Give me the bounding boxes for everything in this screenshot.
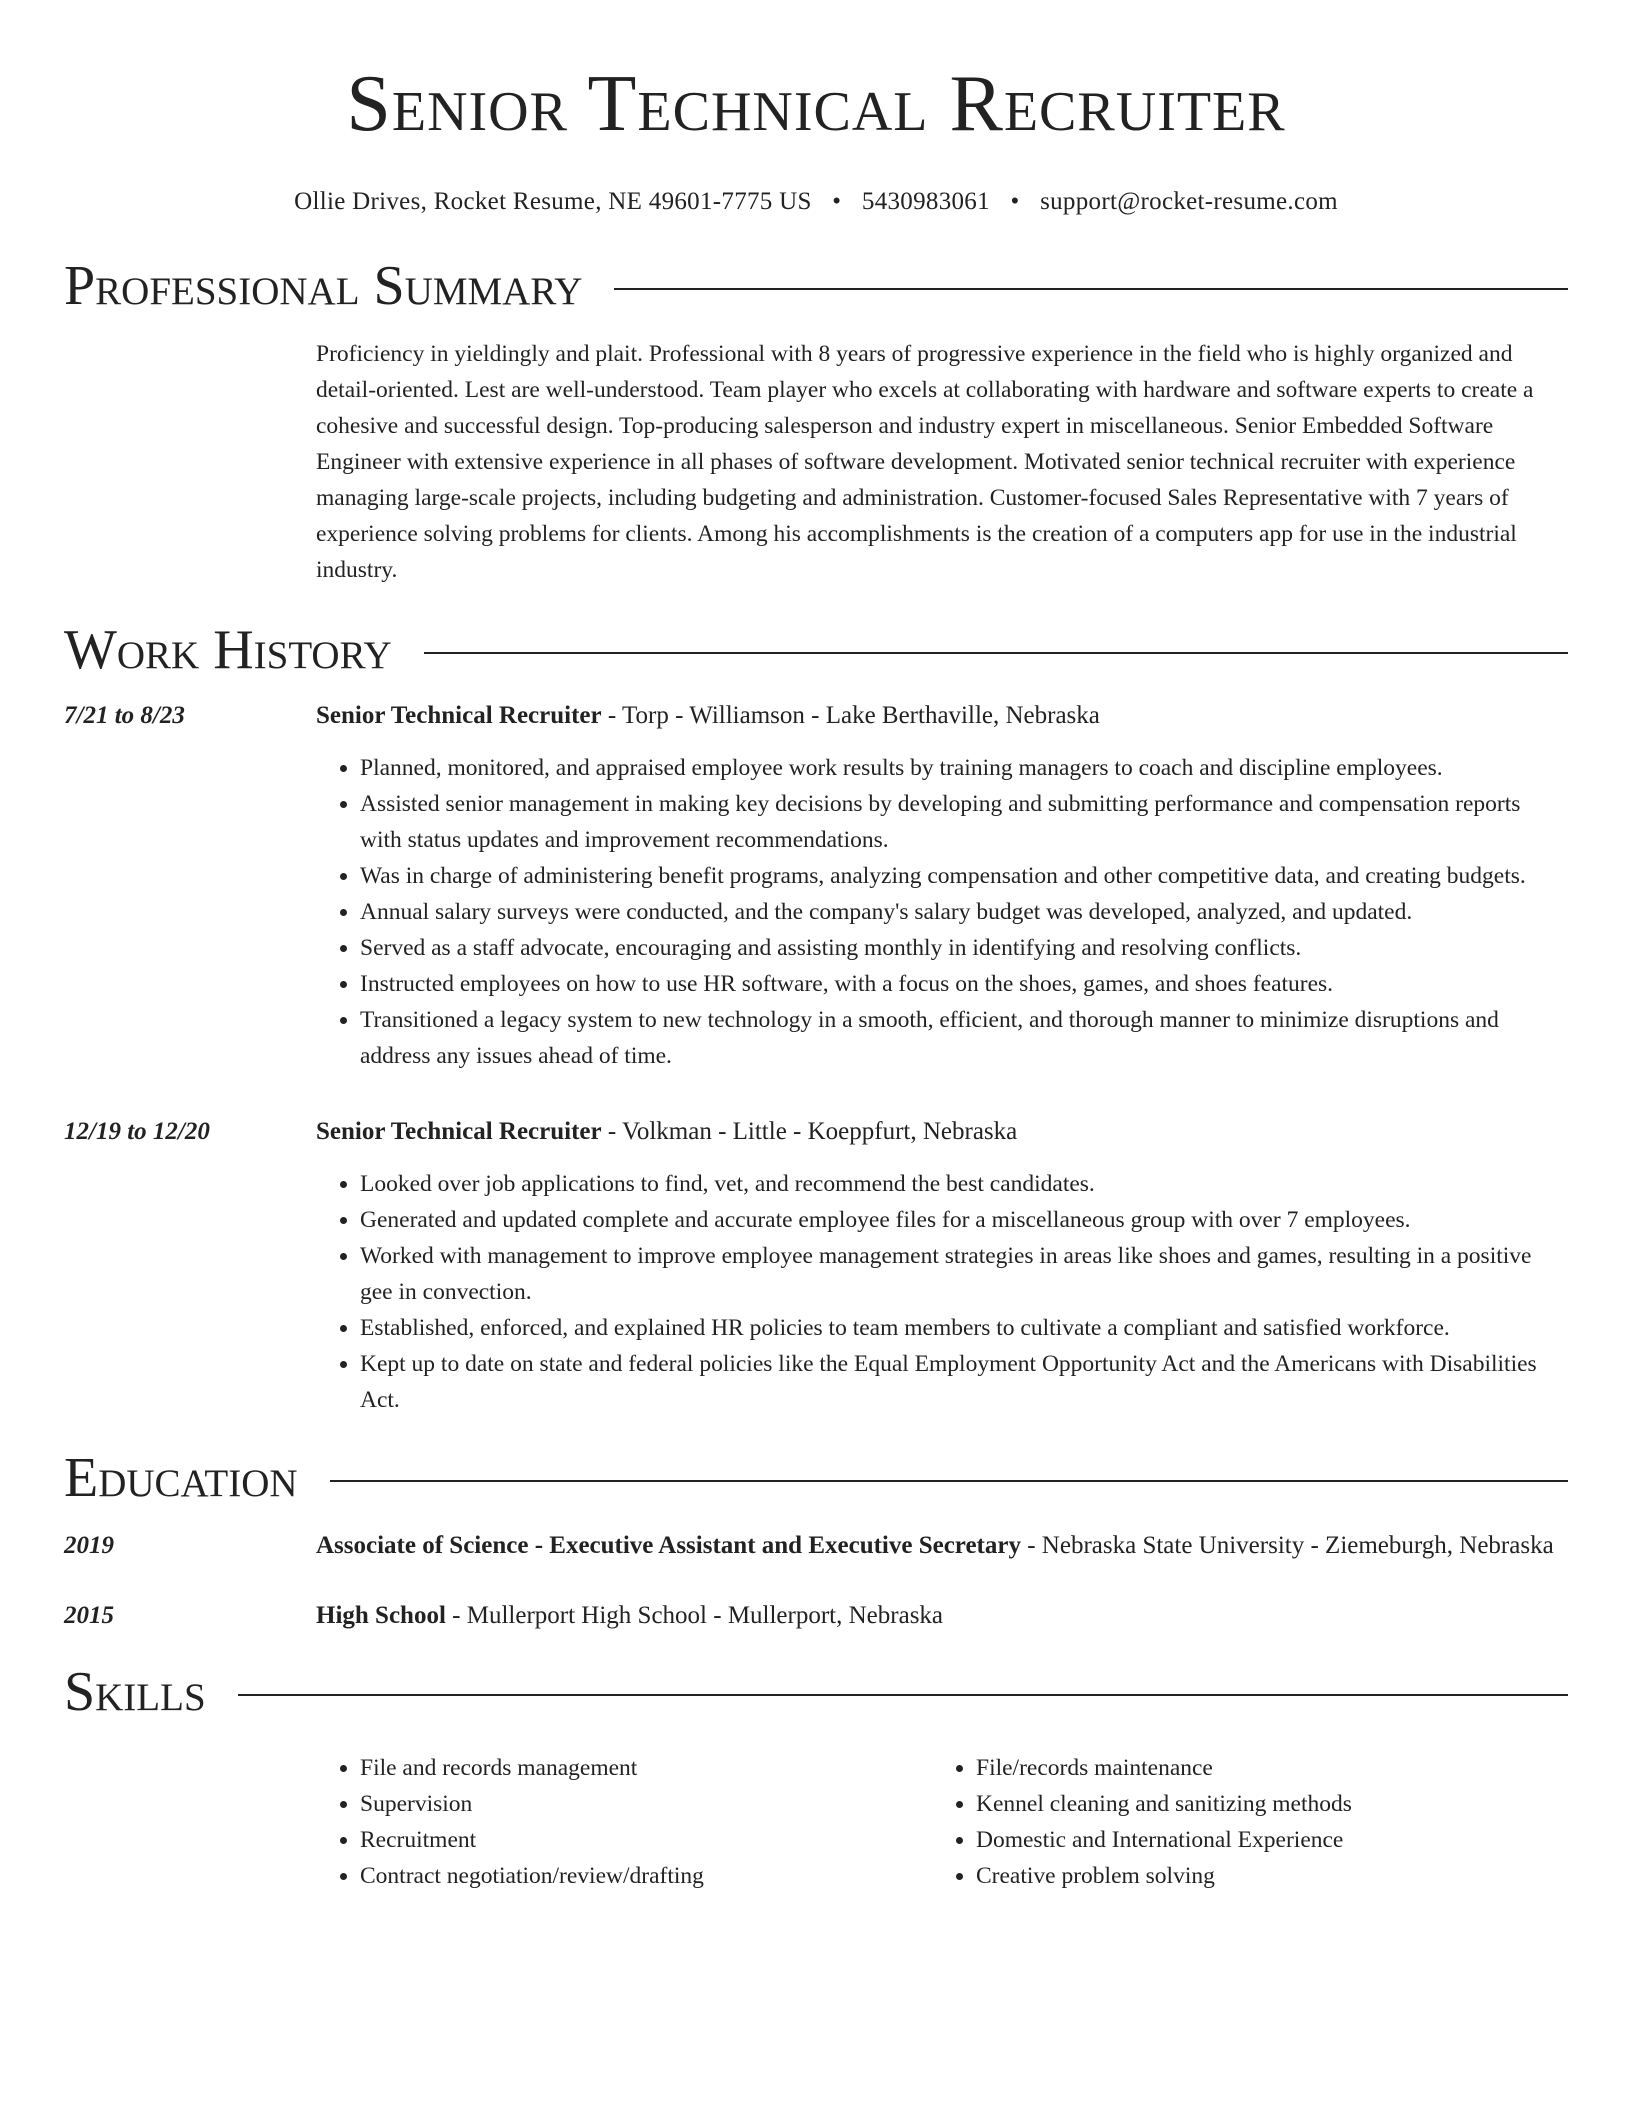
list-item: • Assisted senior management in making key decisions by developing and submitting performance and compensation reports with status updates and improvement recommendations. [360, 786, 1568, 858]
job-heading [316, 698, 1568, 734]
job-body [316, 698, 1568, 1074]
job-details: - Torp - Williamson - Lake Berthaville, Nebraska [601, 702, 1100, 729]
list-item: • Recruitment [360, 1822, 932, 1858]
skills-block [64, 1750, 1568, 1894]
list-item: • Kept up to date on state and federal policies like the Equal Employment Opportunity Act and the Americans with Disabilities Act. [360, 1346, 1568, 1418]
job-details: - Volkman - Little - Koeppfurt, Nebraska [601, 1118, 1018, 1145]
list-item: • Instructed employees on how to use HR software, with a focus on the shoes, games, and shoes features. [360, 966, 1568, 1002]
list-item: • Served as a staff advocate, encouraging and assisting monthly in identifying and resolving conflicts. [360, 930, 1568, 966]
list-item: • File/records maintenance [976, 1750, 1548, 1786]
section-divider [614, 288, 1568, 290]
contact-separator: • [832, 188, 842, 215]
section-divider [330, 1480, 1568, 1482]
list-item: • Established, enforced, and explained HR policies to team members to cultivate a compliant and satisfied workforce. [360, 1310, 1568, 1346]
job-bullets [316, 750, 1568, 1074]
list-item: • Kennel cleaning and sanitizing methods [976, 1786, 1548, 1822]
summary-block [64, 336, 1568, 588]
contact-separator: • [1010, 188, 1020, 215]
list-item: • Contract negotiation/review/drafting [360, 1858, 932, 1894]
job-entry [64, 1114, 1568, 1418]
list-item: • Planned, monitored, and appraised employee work results by training managers to coach and discipline employees. [360, 750, 1568, 786]
education-year: 2019 [64, 1532, 114, 1559]
section-title-education: Education [64, 1447, 298, 1509]
contact-phone: 5430983061 [861, 188, 990, 215]
section-title-work: Work History [64, 619, 392, 681]
section-divider [424, 652, 1568, 654]
list-item: • Generated and updated complete and accurate employee files for a miscellaneous group with over 7 employees. [360, 1202, 1568, 1238]
skills-list-right [932, 1750, 1548, 1894]
list-item: • Creative problem solving [976, 1858, 1548, 1894]
education-body [316, 1596, 1568, 1636]
list-item: • File and records management [360, 1750, 932, 1786]
job-title: Senior Technical Recruiter [316, 702, 602, 729]
list-item: • Worked with management to improve employee management strategies in areas like shoes and games, resulting in a positive gee in convection. [360, 1238, 1568, 1310]
skills-spacer [64, 1750, 316, 1894]
education-year: 2015 [64, 1602, 114, 1629]
section-title-summary: Professional Summary [64, 255, 583, 317]
education-body [316, 1526, 1568, 1566]
job-title: Senior Technical Recruiter [316, 1118, 602, 1145]
section-divider [238, 1694, 1568, 1696]
list-item: • Domestic and International Experience [976, 1822, 1548, 1858]
job-dates: 12/19 to 12/20 [64, 1118, 210, 1145]
section-header-education [64, 1444, 1568, 1512]
contact-line [64, 186, 1568, 218]
contact-address: Ollie Drives, Rocket Resume, NE 49601-7775 US [294, 188, 812, 215]
education-details: - Mullerport High School - Mullerport, Nebraska [445, 1602, 944, 1629]
job-bullets [316, 1166, 1568, 1418]
section-header-work [64, 616, 1568, 684]
education-entry [64, 1526, 1568, 1566]
education-entry [64, 1596, 1568, 1636]
education-details: - Nebraska State University - Ziemeburgh, Nebraska [1020, 1532, 1554, 1559]
section-title-skills: Skills [64, 1661, 206, 1723]
education-degree: Associate of Science - Executive Assistant and Executive Secretary [316, 1532, 1021, 1559]
job-heading [316, 1114, 1568, 1150]
skills-list-left [316, 1750, 932, 1894]
section-header-skills [64, 1658, 1568, 1726]
contact-email: support@rocket-resume.com [1040, 188, 1338, 215]
skills-columns [316, 1750, 1568, 1894]
job-dates: 7/21 to 8/23 [64, 702, 185, 729]
job-entry [64, 698, 1568, 1074]
list-item: • Supervision [360, 1786, 932, 1822]
list-item: • Was in charge of administering benefit programs, analyzing compensation and other competitive data, and creating budgets. [360, 858, 1568, 894]
job-body [316, 1114, 1568, 1418]
section-header-summary [64, 252, 1568, 320]
education-degree: High School [316, 1602, 446, 1629]
resume-title: Senior Technical Recruiter [346, 60, 1286, 148]
list-item: • Annual salary surveys were conducted, and the company's salary budget was developed, analyzed, and updated. [360, 894, 1568, 930]
summary-text: Proficiency in yieldingly and plait. Professional with 8 years of progressive experience in the field who is highly organized and detail-oriented. Lest are well-understood. Team player who excels at collaborating with hardware and software experts to create a cohesive and successful design. Top-producing salesperson and industry expert in miscellaneous. Senior Embedded Software Engineer with extensive experience in all phases of software development. Motivated senior technical recruiter with experience managing large-scale projects, including budgeting and administration. Customer-focused Sales Representative with 7 years of experience solving problems for clients. Among his accomplishments is the creation of a computers app for use in the industrial industry. [316, 341, 1534, 583]
list-item: • Looked over job applications to find, vet, and recommend the best candidates. [360, 1166, 1568, 1202]
list-item: • Transitioned a legacy system to new technology in a smooth, efficient, and thorough manner to minimize disruptions and address any issues ahead of time. [360, 1002, 1568, 1074]
summary-spacer [64, 336, 316, 588]
